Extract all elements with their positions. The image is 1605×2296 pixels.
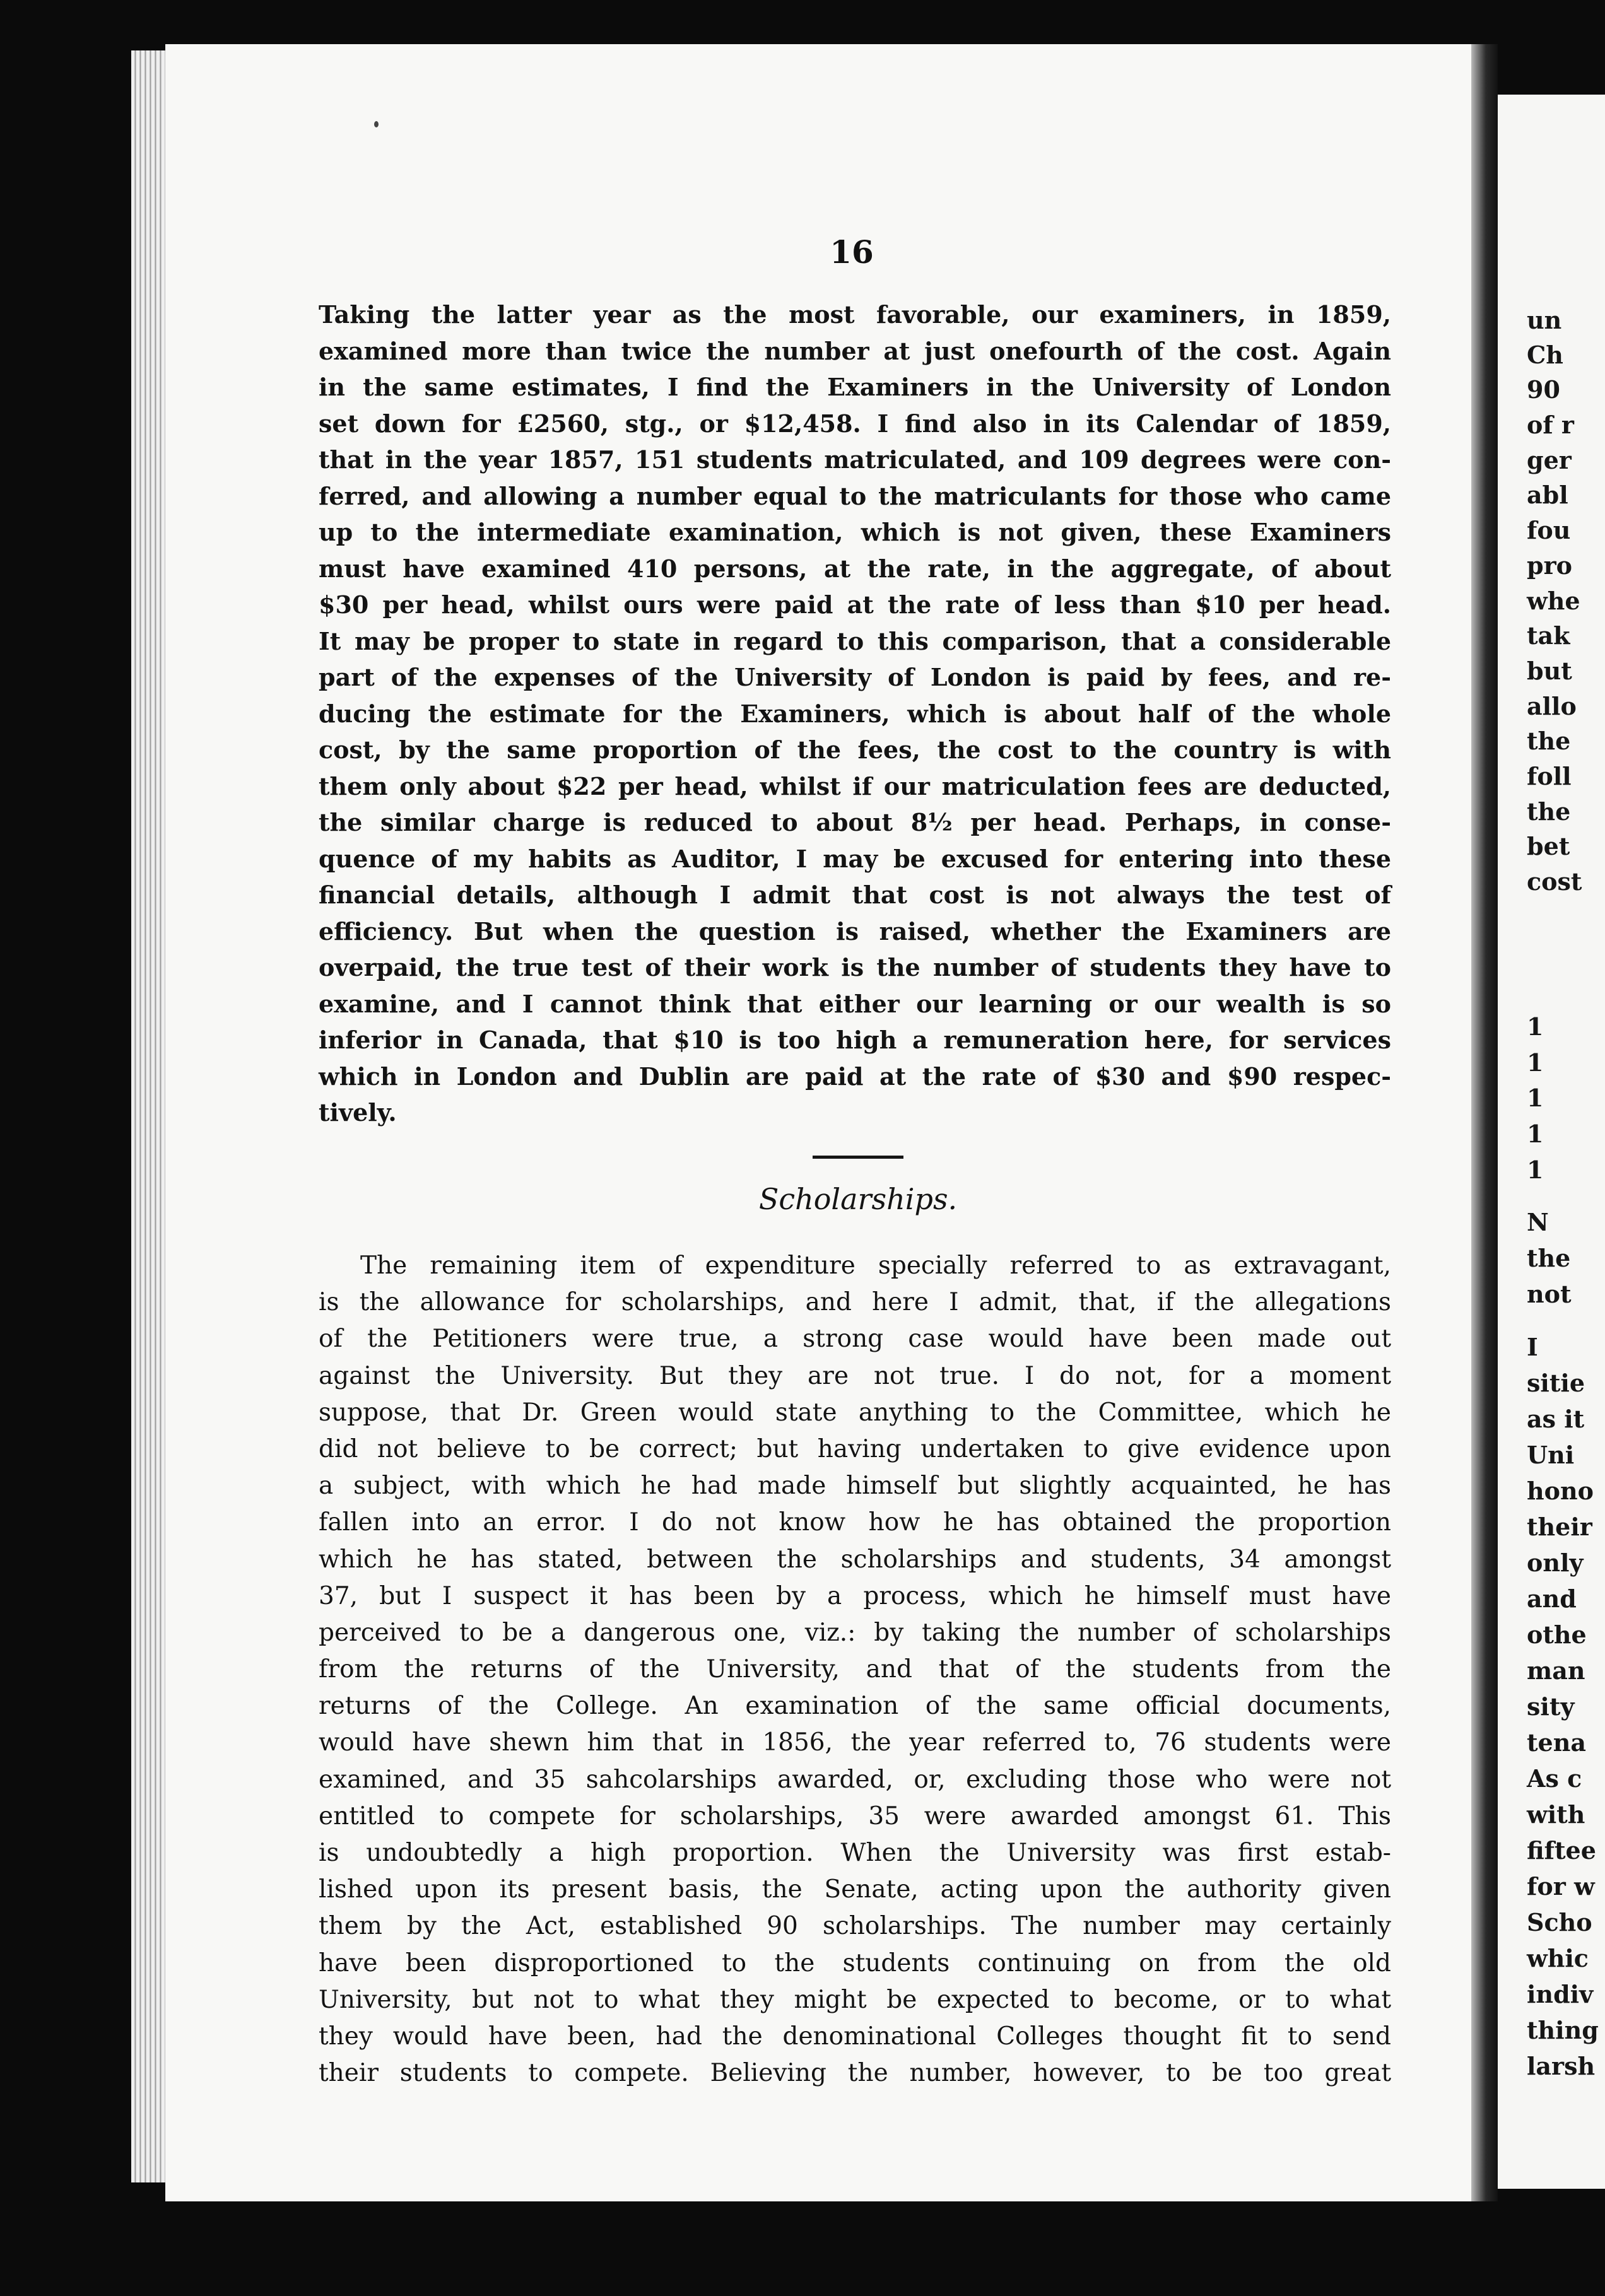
facing-page-fragment: only [1527,1549,1584,1577]
text-line: inferior in Canada, that $10 is too high a remuneration here, for services [319,1026,1391,1054]
facing-page-fragment: the [1527,797,1571,826]
text-line: would have shewn him that in 1856, the year referred to, 76 students were [319,1728,1391,1757]
facing-page-fragment: foll [1527,762,1572,790]
text-line: against the University. But they are not true. I do not, for a moment [319,1361,1391,1390]
facing-page-fragment: Ch [1527,341,1563,369]
text-line: up to the intermediate examination, which is not given, these Examiners [319,518,1391,546]
text-line: entitled to compete for scholarships, 35 were awarded amongst 61. This [319,1801,1391,1830]
text-line: examined, and 35 sahcolarships awarded, or, excluding those who were not [319,1765,1391,1794]
text-line: suppose, that Dr. Green would state anything to the Committee, which he [319,1398,1391,1427]
facing-page-fragment: the [1527,727,1571,755]
paragraph-scholarships [319,1248,1391,2092]
facing-page-fragment: abl [1527,481,1568,509]
facing-page-fragment: but [1527,657,1572,685]
text-line: fallen into an error. I do not know how he has obtained the proportion [319,1508,1391,1537]
text-line: returns of the College. An examination of the same official documents, [319,1692,1391,1721]
text-line: University, but not to what they might be expected to become, or to what [319,1985,1391,2014]
text-line: perceived to be a dangerous one, viz.: by taking the number of scholarships [319,1618,1391,1647]
text-line: efficiency. But when the question is raised, whether the Examiners are [319,917,1391,946]
facing-page-fragment: fou [1527,516,1571,544]
text-line: have been disproportioned to the students continuing on from the old [319,1948,1391,1977]
facing-page-fragment: with [1527,1800,1585,1829]
text-line: It may be proper to state in regard to this comparison, that a considerable [319,626,1391,655]
facing-page-fragment: un [1527,306,1562,334]
facing-page-fragment: 1 [1527,1048,1544,1077]
facing-page-fragment: and [1527,1584,1577,1613]
facing-page-fragment: of r [1527,411,1574,439]
text-line: they would have been, had the denominational Colleges thought fit to send [319,2022,1391,2051]
facing-page-fragment: the [1527,1244,1571,1272]
text-line: which he has stated, between the scholarships and students, 34 amongst [319,1545,1391,1574]
facing-page-fragment: allo [1527,692,1577,720]
section-heading: Scholarships. [758,1182,958,1216]
facing-page-fragment: 1 [1527,1084,1544,1112]
facing-page-fragment: tena [1527,1728,1586,1757]
text-line: is the allowance for scholarships, and here I admit, that, if the allegations [319,1288,1391,1317]
facing-page-fragment: As c [1527,1764,1582,1793]
text-line: must have examined 410 persons, at the rate, in the aggregate, of about [319,554,1391,583]
text-line: is undoubtedly a high proportion. When the University was first estab- [319,1839,1391,1867]
facing-page-fragment: Scho [1527,1908,1592,1936]
facing-page-fragment: 1 [1527,1120,1544,1148]
facing-page-fragment: as it [1527,1405,1585,1433]
book-page-edges [131,50,168,2182]
text-line: that in the year 1857, 151 students matriculated, and 109 degrees were con- [319,445,1391,474]
facing-page-fragment: their [1527,1513,1592,1541]
text-line: a subject, with which he had made himself but slightly acquainted, he has [319,1472,1391,1501]
text-line: tively. [319,1098,397,1127]
text-line: set down for £2560, stg., or $12,458. I find also in its Calendar of 1859, [319,409,1391,438]
facing-page-fragment: I [1527,1333,1538,1361]
facing-page-fragment: for w [1527,1872,1595,1901]
ink-speck [374,121,379,127]
paragraph-examiners-cost [319,296,1391,1131]
facing-page-fragment: othe [1527,1620,1587,1649]
text-line: their students to compete. Believing the number, however, to be too great [319,2059,1391,2088]
facing-page-fragment: thing [1527,2016,1599,2044]
facing-page-fragment: whe [1527,587,1580,615]
facing-page-fragment: 1 [1527,1012,1544,1041]
text-line: financial details, although I admit that cost is not always the test of [319,881,1391,909]
facing-page-fragment: bet [1527,832,1570,860]
page-number: 16 [830,233,874,271]
text-line: overpaid, the true test of their work is the number of students they have to [319,953,1391,981]
text-line: quence of my habits as Auditor, I may be excused for entering into these [319,844,1391,873]
text-line: of the Petitioners were true, a strong case would have been made out [319,1325,1391,1354]
text-line: the similar charge is reduced to about 8½ per head. Perhaps, in conse- [319,808,1391,836]
text-line: ferred, and allowing a number equal to the matriculants for those who came [319,481,1391,510]
facing-page-fragment: tak [1527,621,1570,650]
facing-page-fragment: pro [1527,551,1572,580]
text-line: which in London and Dublin are paid at the rate of $30 and $90 respec- [319,1062,1391,1091]
text-line: from the returns of the University, and that of the students from the [319,1655,1391,1684]
facing-page-fragment: indiv [1527,1980,1594,2008]
book-gutter [1471,44,1498,2201]
text-line: $30 per head, whilst ours were paid at the rate of less than $10 per head. [319,590,1391,619]
facing-page-fragment: cost [1527,867,1582,896]
facing-page-fragment: hono [1527,1477,1594,1505]
text-line: ducing the estimate for the Examiners, which is about half of the whole [319,699,1391,728]
text-line: examine, and I cannot think that either our learning or our wealth is so [319,989,1391,1018]
text-line: The remaining item of expenditure specially referred to as extravagant, [360,1251,1391,1280]
facing-page-fragment: sity [1527,1692,1575,1721]
text-line: 37, but I suspect it has been by a process, which he himself must have [319,1581,1391,1610]
facing-page-fragment: 1 [1527,1156,1544,1184]
text-line: examined more than twice the number at just onefourth of the cost. Again [319,336,1391,365]
facing-page-fragment: sitie [1527,1369,1585,1397]
text-line: did not believe to be correct; but having undertaken to give evidence upon [319,1434,1391,1463]
facing-page-fragment: man [1527,1656,1585,1685]
facing-page-fragment: whic [1527,1944,1589,1972]
section-divider [813,1156,903,1159]
text-line: lished upon its present basis, the Senate, acting upon the authority given [319,1875,1391,1904]
facing-page-fragment: 90 [1527,375,1560,404]
text-line: them only about $22 per head, whilst if our matriculation fees are deducted, [319,771,1391,800]
facing-page-fragment: not [1527,1280,1572,1308]
text-line: cost, by the same proportion of the fees, the cost to the country is with [319,735,1391,764]
facing-page-fragment: larsh [1527,2052,1596,2080]
text-line: them by the Act, established 90 scholarships. The number may certainly [319,1912,1391,1941]
facing-page-fragment: Uni [1527,1441,1575,1469]
facing-page-fragment: ger [1527,446,1572,474]
text-line: in the same estimates, I find the Examiners in the University of London [319,373,1391,401]
text-line: Taking the latter year as the most favorable, our examiners, in 1859, [319,300,1391,329]
text-line: part of the expenses of the University of London is paid by fees, and re- [319,663,1391,691]
facing-page-fragment: fiftee [1527,1836,1596,1865]
facing-page-fragment: N [1527,1208,1549,1236]
